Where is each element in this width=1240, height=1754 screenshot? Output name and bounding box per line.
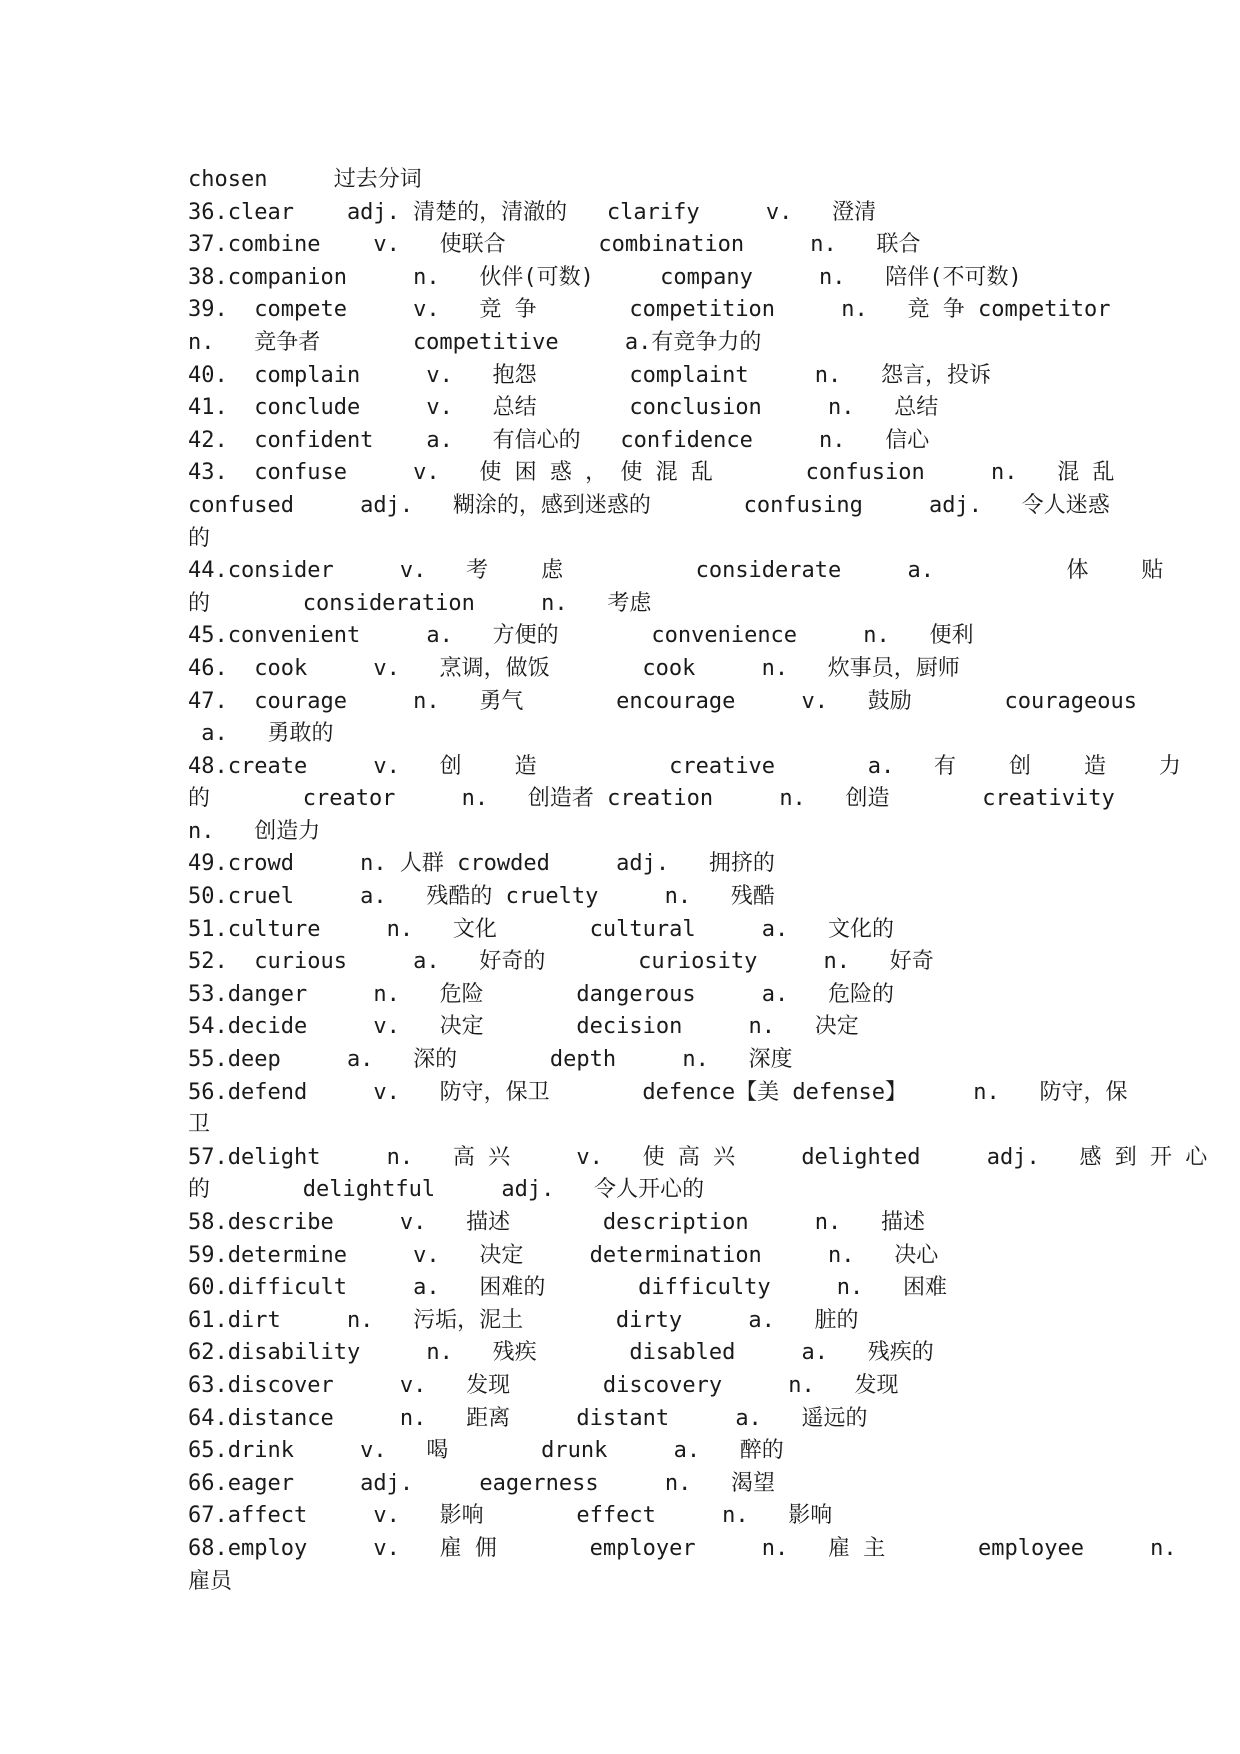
vocabulary-page [188,164,1208,1598]
text-line: 40. complain v. 抱怨 complaint n. 怨言，投诉 [188,362,992,388]
text-line: 41. conclude v. 总结 conclusion n. 总结 [188,395,939,421]
text-line: confused adj. 糊涂的，感到迷惑的 confusing adj. 令人迷惑 [188,492,1110,518]
text-line: 59.determine v. 决定 determination n. 决心 [188,1242,939,1268]
text-line: 57.delight n. 高 兴 v. 使 高 兴 delighted adj. 感 到 开 心 [188,1144,1208,1170]
text-line: 43. confuse v. 使 困 惑 ， 使 混 乱 confusion n. 混 乱 [188,460,1115,486]
text-line: 38.companion n. 伙伴(可数) company n. 陪伴(不可数) [188,264,1022,290]
text-line: 56.defend v. 防守，保卫 defence【美 defense】 n. 防守，保 [188,1079,1128,1105]
text-line: 44.consider v. 考 虑 considerate a. 体 贴 [188,558,1164,584]
text-line: 36.clear adj. 清楚的，清澈的 clarify v. 澄清 [188,199,877,225]
text-line: 的 creator n. 创造者 creation n. 创造 creativity [188,786,1115,812]
text-line: 39. compete v. 竞 争 competition n. 竞 争 competitor [188,297,1111,323]
text-line: n. 竞争者 competitive a.有竞争力的 [188,329,762,355]
text-line: 65.drink v. 喝 drunk a. 醉的 [188,1438,784,1464]
text-line: 53.danger n. 危险 dangerous a. 危险的 [188,981,895,1007]
text-line: 52. curious a. 好奇的 curiosity n. 好奇 [188,949,934,975]
text-line: 49.crowd n. 人群 crowded adj. 拥挤的 [188,851,775,877]
text-line: chosen 过去分词 [188,167,422,192]
text-line: 45.convenient a. 方便的 convenience n. 便利 [188,623,974,649]
text-line: 37.combine v. 使联合 combination n. 联合 [188,232,921,258]
text-line: 66.eager adj. eagerness n. 渴望 [188,1470,776,1496]
text-line: 64.distance n. 距离 distant a. 遥远的 [188,1405,868,1431]
text-line: 51.culture n. 文化 cultural a. 文化的 [188,916,895,942]
text-line: 63.discover v. 发现 discovery n. 发现 [188,1372,899,1398]
text-line: 48.create v. 创 造 creative a. 有 创 造 力 [188,753,1181,779]
text-line: 卫 [188,1112,211,1138]
text-line: 50.cruel a. 残酷的 cruelty n. 残酷 [188,884,775,910]
text-line: 雇员 [188,1568,233,1594]
text-line: 的 delightful adj. 令人开心的 [188,1177,705,1203]
text-line: 的 [188,525,211,551]
text-line: 55.deep a. 深的 depth n. 深度 [188,1047,793,1073]
text-line: 54.decide v. 决定 decision n. 决定 [188,1014,859,1040]
text-line: n. 创造力 [188,818,321,844]
text-line: a. 勇敢的 [188,721,334,747]
text-line: 46. cook v. 烹调，做饭 cook n. 炊事员，厨师 [188,655,960,681]
text-line: 68.employ v. 雇 佣 employer n. 雇 主 employee n. [188,1535,1177,1561]
text-line: 62.disability n. 残疾 disabled a. 残疾的 [188,1340,934,1366]
text-line: 58.describe v. 描述 description n. 描述 [188,1210,926,1235]
text-line: 47. courage n. 勇气 encourage v. 鼓励 courageous [188,688,1137,714]
text-line: 61.dirt n. 污垢，泥土 dirty a. 脏的 [188,1307,859,1333]
text-line: 67.affect v. 影响 effect n. 影响 [188,1503,833,1529]
text-line: 的 consideration n. 考虑 [188,590,652,616]
text-line: 60.difficult a. 困难的 difficulty n. 困难 [188,1275,948,1301]
text-line: 42. confident a. 有信心的 confidence n. 信心 [188,427,930,453]
